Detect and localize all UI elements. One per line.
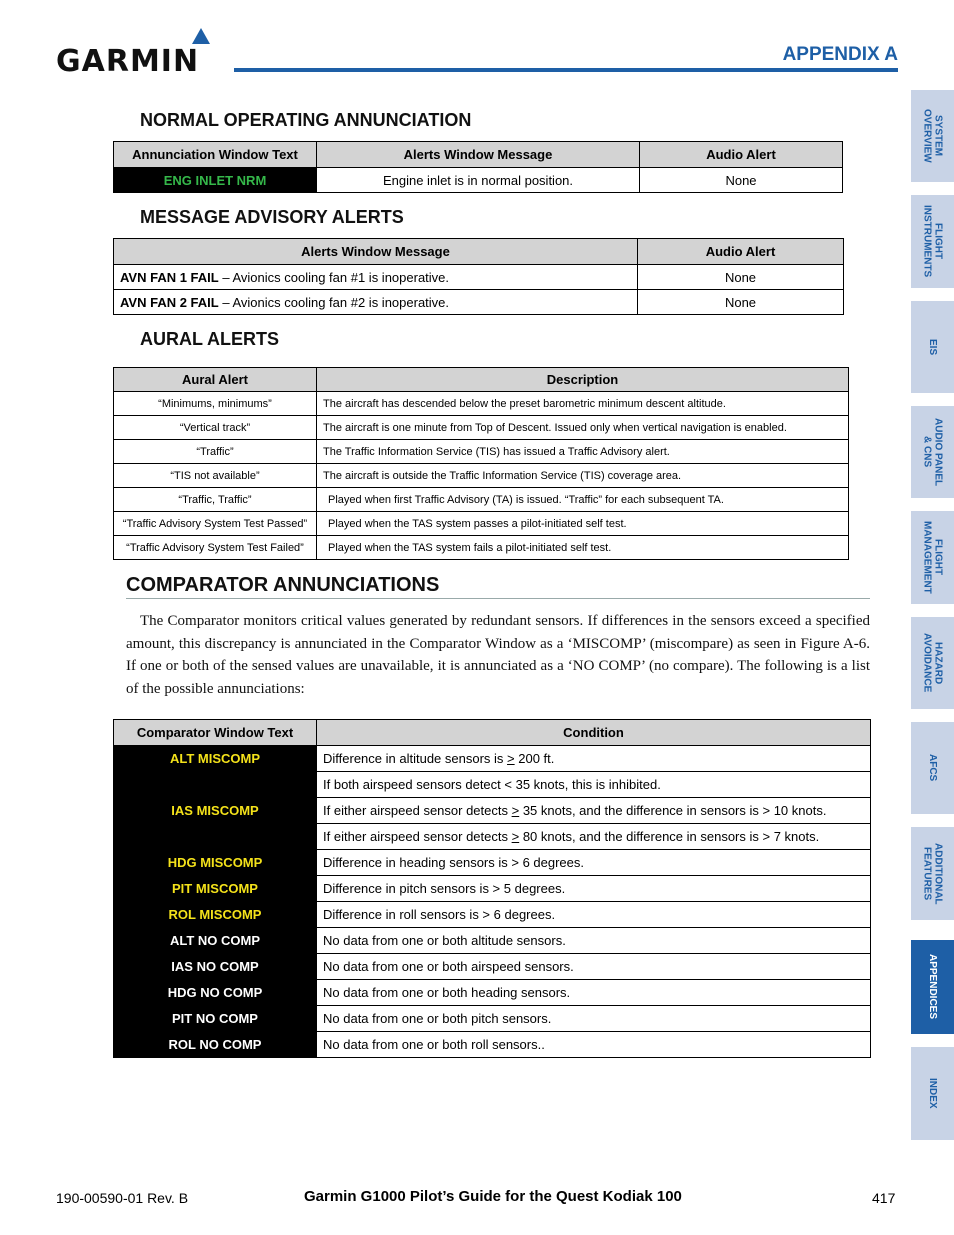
normal-operating-table bbox=[113, 141, 843, 193]
alert-message bbox=[114, 290, 638, 315]
col-header: Description bbox=[317, 368, 849, 392]
comparator-condition bbox=[317, 824, 871, 850]
comparator-condition: Difference in heading sensors is > 6 degrees. bbox=[317, 850, 871, 876]
tab-additional-features[interactable] bbox=[911, 827, 954, 920]
doc-number: 190-00590-01 Rev. B bbox=[56, 1190, 189, 1206]
tab-index[interactable] bbox=[911, 1047, 954, 1140]
condition-part: If either airspeed sensor detects bbox=[323, 803, 512, 818]
tab-flight-management[interactable] bbox=[911, 511, 954, 604]
col-header: Audio Alert bbox=[638, 239, 844, 265]
condition-part: 200 ft. bbox=[514, 751, 555, 766]
tab-hazard-avoidance[interactable] bbox=[911, 617, 954, 709]
message-advisory-title: MESSAGE ADVISORY ALERTS bbox=[140, 207, 404, 227]
condition-part: 80 knots, and the difference in sensors is > 7 knots. bbox=[519, 829, 820, 844]
aural-description: Played when first Traffic Advisory (TA) is issued. “Traffic” for each subsequent TA. bbox=[317, 488, 849, 512]
comparator-condition: No data from one or both airspeed sensors. bbox=[317, 954, 871, 980]
aural-alert: “Traffic Advisory System Test Passed” bbox=[114, 512, 317, 536]
condition-symbol: > bbox=[507, 751, 515, 766]
table-row bbox=[114, 772, 871, 798]
condition-symbol: > bbox=[511, 829, 520, 844]
guide-title: Garmin G1000 Pilot’s Guide for the Quest Kodiak 100 bbox=[304, 1188, 682, 1205]
tab-label: ADDITIONAL FEATURES bbox=[921, 842, 944, 905]
condition-part: If either airspeed sensor detects bbox=[323, 829, 512, 844]
aural-alerts-title: AURAL ALERTS bbox=[140, 329, 279, 349]
table-row bbox=[114, 928, 871, 954]
table-row bbox=[114, 512, 849, 536]
alert-message bbox=[114, 265, 638, 290]
alert-name: AVN FAN 2 FAIL bbox=[120, 294, 219, 310]
table-row bbox=[114, 1032, 871, 1058]
table-row bbox=[114, 1006, 871, 1032]
tab-afcs[interactable] bbox=[911, 722, 954, 814]
condition-symbol: > bbox=[511, 803, 520, 818]
alert-description: – Avionics cooling fan #1 is inoperative. bbox=[218, 269, 450, 285]
annunciation-text: ENG INLET NRM bbox=[114, 168, 317, 193]
col-header: Comparator Window Text bbox=[114, 720, 317, 746]
comparator-table bbox=[113, 719, 871, 1058]
table-row bbox=[114, 290, 844, 315]
comparator-text: ROL NO COMP bbox=[114, 1032, 317, 1058]
table-row bbox=[114, 850, 871, 876]
tab-label: FLIGHT INSTRUMENTS bbox=[921, 205, 944, 278]
col-header: Audio Alert bbox=[640, 142, 843, 168]
tab-eis[interactable] bbox=[911, 301, 954, 393]
comparator-condition: No data from one or both altitude sensors. bbox=[317, 928, 871, 954]
comparator-text: IAS MISCOMP bbox=[114, 772, 317, 850]
tab-flight-instruments[interactable] bbox=[911, 195, 954, 288]
tab-label: INDEX bbox=[927, 1078, 938, 1109]
col-header: Alerts Window Message bbox=[317, 142, 640, 168]
message-advisory-table bbox=[113, 238, 844, 315]
comparator-condition bbox=[317, 746, 871, 772]
table-row bbox=[114, 416, 849, 440]
comparator-condition bbox=[317, 798, 871, 824]
comparator-text: IAS NO COMP bbox=[114, 954, 317, 980]
garmin-triangle-icon bbox=[192, 28, 210, 44]
aural-alert: “Traffic Advisory System Test Failed” bbox=[114, 536, 317, 560]
table-row bbox=[114, 168, 843, 193]
table-row bbox=[114, 464, 849, 488]
aural-description: The Traffic Information Service (TIS) has issued a Traffic Advisory alert. bbox=[317, 440, 849, 464]
col-header: Annunciation Window Text bbox=[114, 142, 317, 168]
tab-label: APPENDICES bbox=[927, 954, 938, 1020]
comparator-text: ALT MISCOMP bbox=[114, 746, 317, 772]
tab-label: HAZARD AVOIDANCE bbox=[921, 633, 944, 693]
comparator-condition: No data from one or both pitch sensors. bbox=[317, 1006, 871, 1032]
normal-operating-title: NORMAL OPERATING ANNUNCIATION bbox=[140, 110, 472, 130]
garmin-logo bbox=[56, 28, 218, 79]
comparator-condition: No data from one or both heading sensors. bbox=[317, 980, 871, 1006]
table-row bbox=[114, 954, 871, 980]
aural-alerts-table bbox=[113, 367, 849, 560]
aural-alert: “Traffic, Traffic” bbox=[114, 488, 317, 512]
comparator-condition: Difference in pitch sensors is > 5 degrees. bbox=[317, 876, 871, 902]
table-row bbox=[114, 536, 849, 560]
comparator-text: HDG MISCOMP bbox=[114, 850, 317, 876]
header-rule bbox=[234, 68, 898, 72]
tab-label: AFCS bbox=[927, 754, 938, 782]
comparator-condition: If both airspeed sensors detect < 35 knots, this is inhibited. bbox=[317, 772, 871, 798]
table-row bbox=[114, 392, 849, 416]
table-row bbox=[114, 488, 849, 512]
audio-alert: None bbox=[640, 168, 843, 193]
alert-name: AVN FAN 1 FAIL bbox=[120, 269, 219, 285]
comparator-text: PIT NO COMP bbox=[114, 1006, 317, 1032]
aural-alert: “Vertical track” bbox=[114, 416, 317, 440]
col-header: Alerts Window Message bbox=[114, 239, 638, 265]
aural-alert: “Minimums, minimums” bbox=[114, 392, 317, 416]
comparator-text: ALT NO COMP bbox=[114, 928, 317, 954]
table-row bbox=[114, 440, 849, 464]
comparator-paragraph: The Comparator monitors critical values generated by redundant sensors. If differences in the sensors exceed a specified amount, this discrepancy is annunciated in the Comparator Window as a ‘MISCOMP’ (miscompare) as seen in Figure A-6. If one or both of the sensed values are unavailable, it is annunciated as a ‘NO COMP’ (no compare). The following is a list of the possible annunciations: bbox=[126, 613, 870, 697]
table-row bbox=[114, 746, 871, 772]
col-header: Aural Alert bbox=[114, 368, 317, 392]
aural-description: The aircraft is one minute from Top of Descent. Issued only when vertical navigation is enabled. bbox=[317, 416, 849, 440]
tab-appendices[interactable] bbox=[911, 940, 954, 1034]
aural-alert: “Traffic” bbox=[114, 440, 317, 464]
table-row bbox=[114, 876, 871, 902]
alert-message: Engine inlet is in normal position. bbox=[317, 168, 640, 193]
table-row bbox=[114, 265, 844, 290]
tab-audio-panel[interactable] bbox=[911, 406, 954, 498]
condition-part: 35 knots, and the difference in sensors is > 10 knots. bbox=[519, 803, 827, 818]
audio-alert: None bbox=[638, 265, 844, 290]
table-row bbox=[114, 980, 871, 1006]
aural-description: Played when the TAS system passes a pilot-initiated self test. bbox=[317, 512, 849, 536]
comparator-condition: No data from one or both roll sensors.. bbox=[317, 1032, 871, 1058]
comparator-title: COMPARATOR ANNUNCIATIONS bbox=[126, 574, 440, 596]
aural-description: The aircraft has descended below the preset barometric minimum descent altitude. bbox=[317, 392, 849, 416]
alert-description: – Avionics cooling fan #2 is inoperative. bbox=[218, 294, 450, 310]
aural-description: The aircraft is outside the Traffic Information Service (TIS) coverage area. bbox=[317, 464, 849, 488]
table-row bbox=[114, 902, 871, 928]
comparator-text: HDG NO COMP bbox=[114, 980, 317, 1006]
condition-part: Difference in altitude sensors is bbox=[323, 751, 508, 766]
logo-text: GARMIN bbox=[56, 44, 200, 79]
comparator-text: PIT MISCOMP bbox=[114, 876, 317, 902]
section-rule bbox=[126, 598, 870, 599]
tab-label: AUDIO PANEL & CNS bbox=[921, 417, 944, 487]
tab-label: SYSTEM OVERVIEW bbox=[921, 109, 944, 163]
comparator-text: ROL MISCOMP bbox=[114, 902, 317, 928]
col-header: Condition bbox=[317, 720, 871, 746]
tab-label: FLIGHT MANAGEMENT bbox=[921, 521, 944, 594]
appendix-label: APPENDIX A bbox=[782, 44, 898, 65]
audio-alert: None bbox=[638, 290, 844, 315]
comparator-condition: Difference in roll sensors is > 6 degrees. bbox=[317, 902, 871, 928]
tab-label: EIS bbox=[927, 338, 938, 356]
aural-alert: “TIS not available” bbox=[114, 464, 317, 488]
tab-system-overview[interactable] bbox=[911, 90, 954, 182]
page-number: 417 bbox=[872, 1190, 896, 1206]
aural-description: Played when the TAS system fails a pilot-initiated self test. bbox=[317, 536, 849, 560]
